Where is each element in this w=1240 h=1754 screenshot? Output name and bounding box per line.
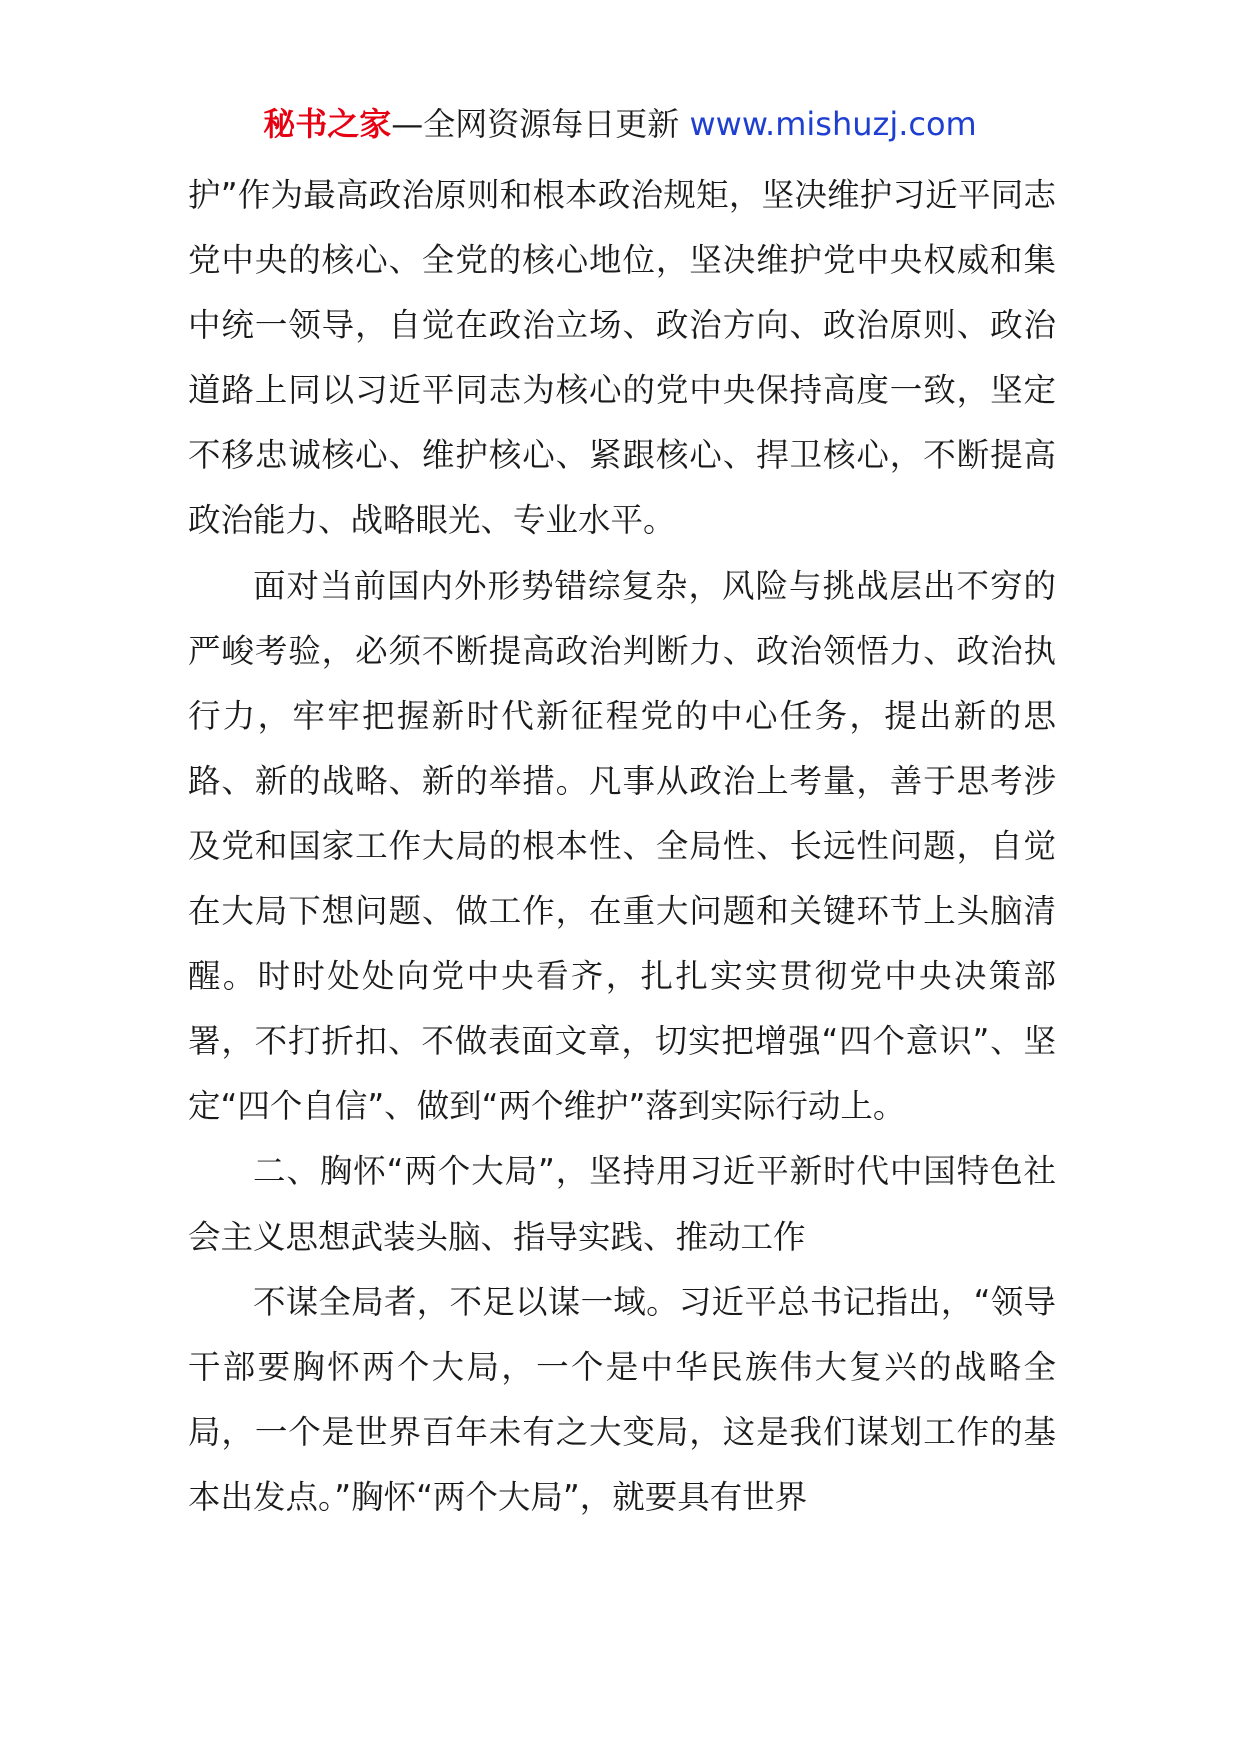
paragraph: 面对当前国内外形势错综复杂，风险与挑战层出不穷的严峻考验，必须不断提高政治判断力、政治领悟力、政治执行力，牢牢把握新时代新征程党的中心任务，提出新的思路、新的战略、新的举措。凡事从政治上考量，善于思考涉及党和国家工作大局的根本性、全局性、长远性问题，自觉在大局下想问题、做工作，在重大问题和关键环节上头脑清醒。时时处处向党中央看齐，扎扎实实贯彻党中央决策部署，不打折扣、不做表面文章，切实把增强“四个意识”、坚定“四个自信”、做到“两个维护”落到实际行动上。: [188, 566, 1056, 1126]
paragraph: 不谋全局者，不足以谋一域。习近平总书记指出，“领导干部要胸怀两个大局，一个是中华民族伟大复兴的战略全局，一个是世界百年未有之大变局，这是我们谋划工作的基本出发点。”胸怀“两个大局”，就要具有世界: [188, 1282, 1056, 1516]
header-tagline: —全网资源每日更新: [391, 105, 690, 143]
brand-name: 秘书之家: [263, 105, 392, 143]
site-header: [0, 102, 1240, 146]
document-body: [188, 163, 1056, 1530]
section-heading: 二、胸怀“两个大局”，坚持用习近平新时代中国特色社会主义思想武装头脑、指导实践、推动工作: [188, 1152, 1056, 1256]
paragraph-continued: 护”作为最高政治原则和根本政治规矩，坚决维护习近平同志党中央的核心、全党的核心地位，坚决维护党中央权威和集中统一领导，自觉在政治立场、政治方向、政治原则、政治道路上同以习近平同志为核心的党中央保持高度一致，坚定不移忠诚核心、维护核心、紧跟核心、捍卫核心，不断提高政治能力、战略眼光、专业水平。: [188, 176, 1056, 540]
site-url-link[interactable]: www.mishuzj.com: [689, 105, 977, 143]
